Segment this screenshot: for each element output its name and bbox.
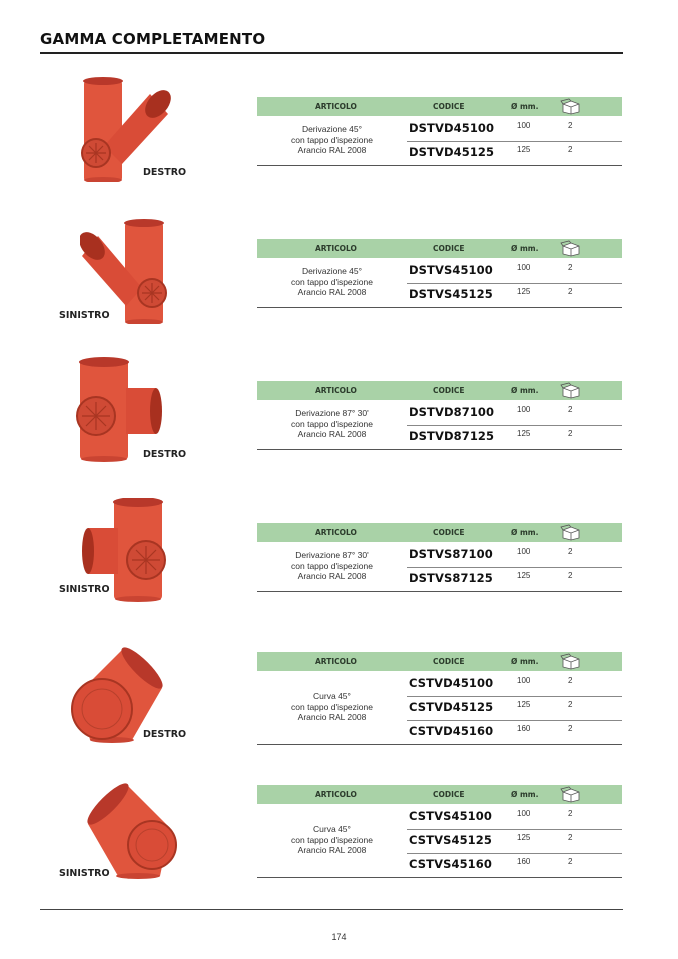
product-table — [257, 652, 622, 745]
table-row — [407, 424, 622, 449]
table-header — [257, 785, 622, 804]
box-icon — [560, 382, 582, 399]
table-row — [407, 116, 622, 142]
diameter-value: 100 — [517, 547, 531, 556]
product-block — [0, 634, 678, 754]
table-row — [407, 282, 622, 307]
table-body — [257, 671, 622, 745]
diameter-value: 100 — [517, 676, 531, 685]
table-header — [257, 239, 622, 258]
diameter-value: 125 — [517, 145, 531, 154]
product-block — [0, 496, 678, 616]
description-line: Curva 45° — [313, 824, 351, 834]
table-row — [407, 671, 622, 697]
pack-quantity: 2 — [568, 857, 573, 866]
header-code: CODICE — [433, 386, 465, 395]
side-label: SINISTRO — [59, 868, 110, 879]
product-code: DSTVD87100 — [409, 405, 495, 419]
description-line: Curva 45° — [313, 691, 351, 701]
product-code: CSTVD45100 — [409, 676, 494, 690]
side-label: SINISTRO — [59, 310, 110, 321]
description-line: con tappo d'ispezione — [291, 276, 373, 287]
product-code: DSTVD45125 — [409, 145, 495, 159]
diameter-value: 125 — [517, 833, 531, 842]
box-icon — [560, 98, 582, 115]
diameter-value: 160 — [517, 724, 531, 733]
diameter-value: 100 — [517, 263, 531, 272]
product-table — [257, 381, 622, 450]
header-article: ARTICOLO — [315, 386, 357, 395]
description-line: Derivazione 45° — [301, 266, 363, 276]
header-code: CODICE — [433, 657, 465, 666]
pack-quantity: 2 — [568, 571, 573, 580]
product-table — [257, 239, 622, 308]
product-description — [257, 691, 407, 723]
pack-quantity: 2 — [568, 121, 573, 130]
product-table — [257, 97, 622, 166]
table-body — [257, 258, 622, 308]
box-icon — [560, 524, 582, 541]
description-line: Arancio RAL 2008 — [297, 287, 367, 297]
diameter-value: 100 — [517, 121, 531, 130]
diameter-value: 100 — [517, 809, 531, 818]
product-code: DSTVD45100 — [409, 121, 495, 135]
diameter-value: 125 — [517, 571, 531, 580]
product-table — [257, 785, 622, 878]
diameter-value: 160 — [517, 857, 531, 866]
table-row — [407, 566, 622, 591]
product-code: CSTVS45100 — [409, 809, 492, 823]
header-diameter: Ø mm. — [511, 790, 539, 799]
description-line: con tappo d'ispezione — [291, 834, 373, 845]
box-icon — [560, 240, 582, 257]
description-line: con tappo d'ispezione — [291, 134, 373, 145]
product-description — [257, 824, 407, 856]
pack-quantity: 2 — [568, 263, 573, 272]
table-row — [407, 804, 622, 830]
pack-quantity: 2 — [568, 700, 573, 709]
pack-quantity: 2 — [568, 287, 573, 296]
pipe-tee-87-right-image — [72, 356, 162, 464]
header-article: ARTICOLO — [315, 528, 357, 537]
diameter-value: 125 — [517, 287, 531, 296]
pack-quantity: 2 — [568, 547, 573, 556]
product-description — [257, 266, 407, 298]
table-body — [257, 116, 622, 166]
table-row — [407, 852, 622, 877]
table-row — [407, 140, 622, 165]
pack-quantity: 2 — [568, 809, 573, 818]
diameter-value: 125 — [517, 429, 531, 438]
box-icon — [560, 786, 582, 803]
table-row — [407, 400, 622, 426]
title-rule — [40, 52, 623, 54]
side-label: DESTRO — [143, 449, 187, 460]
description-line: Derivazione 87° 30' — [295, 550, 369, 560]
description-line: con tappo d'ispezione — [291, 560, 373, 571]
description-line: Derivazione 45° — [301, 124, 363, 134]
table-body — [257, 804, 622, 878]
product-code: DSTVS87125 — [409, 571, 493, 585]
header-article: ARTICOLO — [315, 102, 357, 111]
description-line: Arancio RAL 2008 — [297, 571, 367, 581]
pack-quantity: 2 — [568, 145, 573, 154]
header-code: CODICE — [433, 244, 465, 253]
product-code: DSTVD87125 — [409, 429, 495, 443]
description-line: con tappo d'ispezione — [291, 418, 373, 429]
table-row — [407, 258, 622, 284]
table-row — [407, 695, 622, 721]
header-article: ARTICOLO — [315, 790, 357, 799]
product-block — [0, 772, 678, 892]
product-code: CSTVD45160 — [409, 724, 494, 738]
product-description — [257, 408, 407, 440]
table-body — [257, 400, 622, 450]
product-code: CSTVS45160 — [409, 857, 492, 871]
header-diameter: Ø mm. — [511, 657, 539, 666]
product-code: DSTVS45125 — [409, 287, 493, 301]
table-header — [257, 523, 622, 542]
description-line: Arancio RAL 2008 — [297, 845, 367, 855]
description-line: Arancio RAL 2008 — [297, 145, 367, 155]
pack-quantity: 2 — [568, 676, 573, 685]
page-title: GAMMA COMPLETAMENTO — [40, 30, 266, 48]
table-row — [407, 828, 622, 854]
product-code: DSTVS87100 — [409, 547, 493, 561]
product-description — [257, 124, 407, 156]
header-article: ARTICOLO — [315, 244, 357, 253]
footer-rule — [40, 909, 623, 910]
product-table — [257, 523, 622, 592]
pack-quantity: 2 — [568, 833, 573, 842]
table-header — [257, 652, 622, 671]
bend-45-left-image — [84, 780, 180, 880]
product-code: CSTVD45125 — [409, 700, 494, 714]
header-code: CODICE — [433, 528, 465, 537]
page-number: 174 — [331, 932, 347, 942]
pipe-wye-45-left-image — [80, 218, 180, 324]
description-line: Arancio RAL 2008 — [297, 712, 367, 722]
side-label: SINISTRO — [59, 584, 110, 595]
header-article: ARTICOLO — [315, 657, 357, 666]
product-block — [0, 70, 678, 190]
header-diameter: Ø mm. — [511, 244, 539, 253]
diameter-value: 100 — [517, 405, 531, 414]
description-line: Arancio RAL 2008 — [297, 429, 367, 439]
side-label: DESTRO — [143, 167, 187, 178]
header-diameter: Ø mm. — [511, 386, 539, 395]
product-block — [0, 354, 678, 474]
diameter-value: 125 — [517, 700, 531, 709]
product-code: CSTVS45125 — [409, 833, 492, 847]
description-line: con tappo d'ispezione — [291, 701, 373, 712]
side-label: DESTRO — [143, 729, 187, 740]
description-line: Derivazione 87° 30' — [295, 408, 369, 418]
table-header — [257, 381, 622, 400]
product-block — [0, 212, 678, 332]
product-code: DSTVS45100 — [409, 263, 493, 277]
pack-quantity: 2 — [568, 724, 573, 733]
header-diameter: Ø mm. — [511, 102, 539, 111]
table-row — [407, 719, 622, 744]
table-body — [257, 542, 622, 592]
pack-quantity: 2 — [568, 429, 573, 438]
pack-quantity: 2 — [568, 405, 573, 414]
table-row — [407, 542, 622, 568]
box-icon — [560, 653, 582, 670]
header-code: CODICE — [433, 102, 465, 111]
header-diameter: Ø mm. — [511, 528, 539, 537]
header-code: CODICE — [433, 790, 465, 799]
table-header — [257, 97, 622, 116]
product-description — [257, 550, 407, 582]
